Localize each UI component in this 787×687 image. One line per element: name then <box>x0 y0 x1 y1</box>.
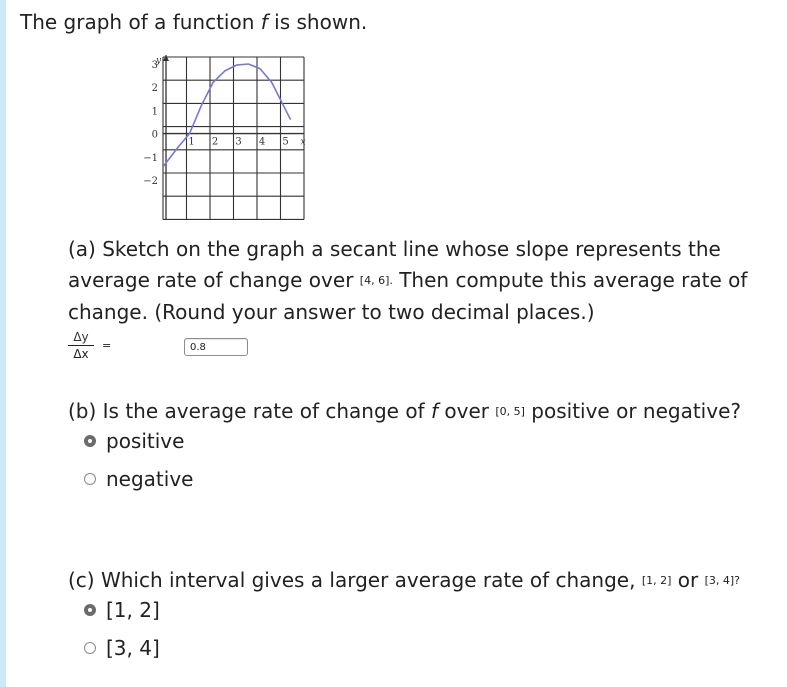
part-c-text: (c) Which interval gives a larger average rate of change, <box>68 568 642 592</box>
function-variable: f <box>260 10 268 34</box>
equals-sign: = <box>102 339 112 352</box>
y-tick-label: 2 <box>151 83 158 95</box>
intro-text-end: is shown. <box>267 10 368 34</box>
y-axis-arrow <box>163 55 169 61</box>
option-negative[interactable] <box>84 466 193 492</box>
intro-text: The graph of a function <box>20 10 261 34</box>
radio-negative[interactable] <box>84 473 96 485</box>
function-graph <box>120 55 306 220</box>
part-b-interval: [0, 5] <box>495 404 525 418</box>
y-tick-label: −1 <box>143 152 158 164</box>
function-curve <box>164 64 291 166</box>
part-b-question <box>68 396 741 428</box>
part-a-answer-row <box>68 330 368 366</box>
x-tick-label: 4 <box>258 136 266 148</box>
part-a-interval: [4, 6]. <box>359 274 393 287</box>
part-c-interval-1: [1, 2] <box>641 573 672 587</box>
delta-y-label: Δy <box>68 330 94 346</box>
option-positive[interactable] <box>84 428 184 454</box>
y-axis-label: y <box>156 56 162 66</box>
left-accent-bar <box>0 0 6 687</box>
rate-answer-input[interactable] <box>184 338 248 356</box>
part-b-text: (b) Is the average rate of change of <box>68 399 431 423</box>
part-c-interval-2: [3, 4]? <box>704 573 741 587</box>
option-interval-3-4-label: [3, 4] <box>106 636 160 660</box>
option-positive-label: positive <box>106 429 185 453</box>
x-tick-label: 1 <box>188 136 195 148</box>
y-tick-label: 1 <box>151 106 158 118</box>
part-a-question <box>68 234 780 328</box>
radio-positive[interactable] <box>84 435 96 447</box>
option-interval-1-2[interactable] <box>84 597 160 623</box>
part-a-text: (a) Sketch on the graph a secant line whose slope represents the average rate of change over <box>68 237 721 292</box>
delta-x-label: Δx <box>73 347 89 361</box>
option-interval-3-4[interactable] <box>84 635 160 661</box>
y-tick-label: 3 <box>151 59 158 71</box>
radio-interval-3-4[interactable] <box>84 642 96 654</box>
y-tick-label: −2 <box>143 175 158 187</box>
part-a-text-end: Then compute this average rate of change. (Round your answer to two decimal places.) <box>68 268 748 324</box>
part-b-text-over: over <box>438 399 496 423</box>
option-interval-1-2-label: [1, 2] <box>106 598 160 622</box>
x-tick-label: 2 <box>211 136 219 148</box>
part-b-text-end: positive or negative? <box>524 399 741 423</box>
x-tick-label: 3 <box>235 136 242 148</box>
delta-fraction <box>68 330 94 361</box>
radio-interval-1-2[interactable] <box>84 604 96 616</box>
part-c-question <box>68 565 740 597</box>
question-intro <box>20 8 367 36</box>
graph-tick-labels <box>143 56 305 187</box>
x-axis-label: x <box>300 137 306 148</box>
y-tick-label: 0 <box>151 129 158 141</box>
part-b-function-variable: f <box>430 399 439 423</box>
x-tick-label: 5 <box>282 136 289 148</box>
graph-svg <box>120 55 306 220</box>
option-negative-label: negative <box>106 467 194 491</box>
part-c-text-or: or <box>671 568 705 592</box>
